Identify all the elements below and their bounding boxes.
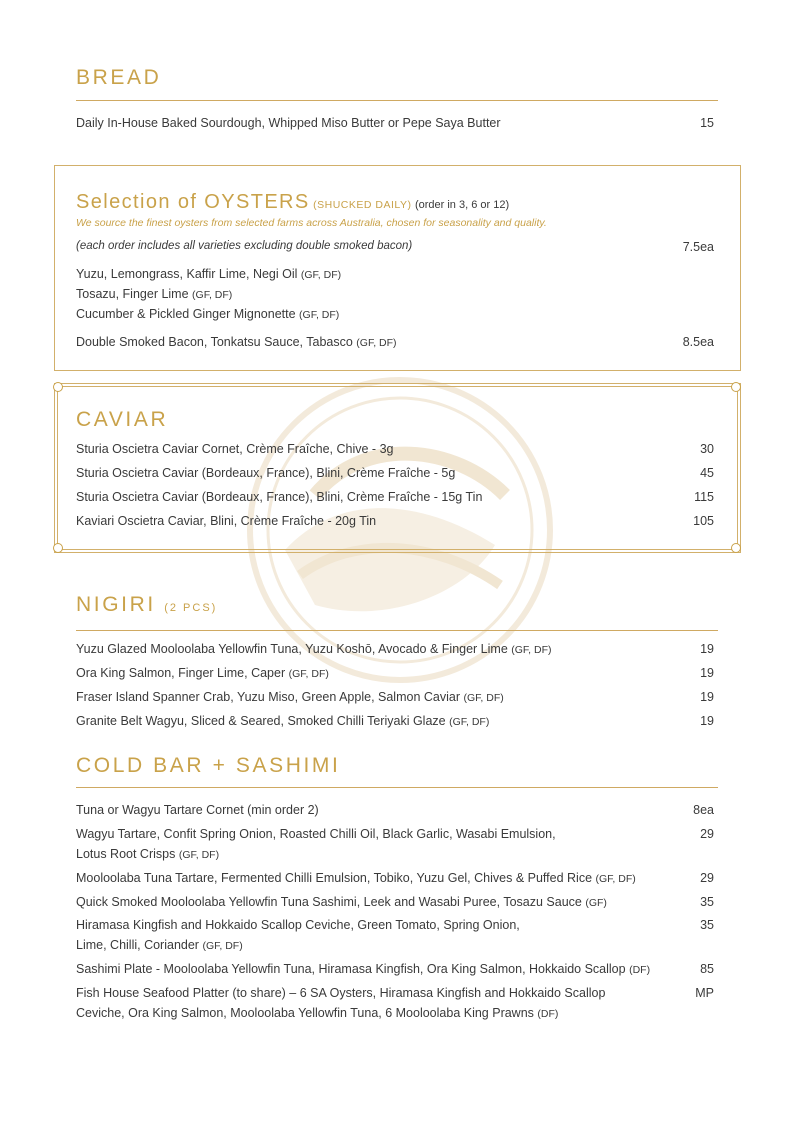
item-price: 8ea [693,803,714,817]
item-name: Kaviari Oscietra Caviar, Blini, Crème Fraîche - 20g Tin [76,514,377,528]
caviar-section [76,408,718,528]
diet-tag: (GF, DF) [356,337,397,349]
oysters-title [76,190,718,217]
diet-tag: (GF, DF) [192,289,233,301]
item-price: 19 [700,666,714,680]
oysters-section [76,190,718,349]
item-name: Fraser Island Spanner Crab, Yuzu Miso, Green Apple, Salmon Caviar [76,690,460,704]
item-name: Double Smoked Bacon, Tonkatsu Sauce, Tabasco [76,335,353,349]
diet-tag: (GF) [585,897,607,909]
oysters-title-sub: (SHUCKED DAILY) [313,199,412,211]
item-price: 8.5ea [682,335,714,349]
dressing-name: Cucumber & Pickled Ginger Mignonette [76,307,296,321]
item-name: Daily In-House Baked Sourdough, Whipped Miso Butter or Pepe Saya Butter [76,116,501,130]
item-name: Hiramasa Kingfish and Hokkaido Scallop Ceviche, Green Tomato, Spring Onion, [76,918,520,932]
diet-tag: (GF, DF) [300,269,342,281]
item-name: Wagyu Tartare, Confit Spring Onion, Roasted Chilli Oil, Black Garlic, Wasabi Emulsion, [76,827,556,841]
item-price: MP [695,986,714,1000]
ornament-corner-icon [53,543,63,553]
item-price: 35 [700,918,714,932]
item-price: 35 [700,895,714,909]
divider [76,787,718,788]
item-price: 15 [700,116,714,130]
item-price: 19 [700,714,714,728]
diet-tag: (GF, DF) [449,716,490,728]
dressing-name: Tosazu, Finger Lime [76,287,189,301]
oysters-title-order: (order in 3, 6 or 12) [414,199,510,211]
item-name: Sashimi Plate - Mooloolaba Yellowfin Tuna, Hiramasa Kingfish, Ora King Salmon, Hokkaido Scallop [76,962,626,976]
item-name: Fish House Seafood Platter (to share) – 6 SA Oysters, Hiramasa Kingfish and Hokkaido Scallop [76,986,606,1000]
dressing-name: Yuzu, Lemongrass, Kaffir Lime, Negi Oil [76,267,298,281]
coldbar-section [76,754,718,1020]
divider [76,630,718,631]
item-name-cont: Ceviche, Ora King Salmon, Mooloolaba Yellowfin Tuna, 6 Mooloolaba King Prawns [76,1006,534,1020]
oysters-note-price: 7.5ea [682,240,714,254]
item-price: 105 [693,514,714,528]
item-name-cont: Lotus Root Crisps [76,847,176,861]
item-price: 85 [700,962,714,976]
item-name: Sturia Oscietra Caviar (Bordeaux, France), Blini, Crème Fraîche - 15g Tin [76,490,483,504]
ornament-corner-icon [731,543,741,553]
item-name: Yuzu Glazed Mooloolaba Yellowfin Tuna, Yuzu Koshō, Avocado & Finger Lime [76,642,508,656]
item-name-cont: Lime, Chilli, Coriander [76,938,199,952]
diet-tag: (GF, DF) [595,873,636,885]
bread-title: BREAD [76,66,162,89]
item-price: 19 [700,642,714,656]
item-name: Mooloolaba Tuna Tartare, Fermented Chilli Emulsion, Tobiko, Yuzu Gel, Chives & Puffed Rice [76,871,593,885]
item-price: 115 [694,490,714,504]
item-name: Ora King Salmon, Finger Lime, Caper [76,666,286,680]
item-price: 29 [700,827,714,841]
diet-tag: (GF, DF) [288,668,329,680]
nigiri-title-main: NIGIRI [76,593,156,616]
item-price: 30 [700,442,714,456]
coldbar-title: COLD BAR + SASHIMI [76,754,341,777]
caviar-title: CAVIAR [76,408,169,431]
item-price: 45 [700,466,714,480]
nigiri-title [76,593,718,620]
oysters-title-main: Selection of OYSTERS [76,191,310,213]
divider [76,100,718,101]
diet-tag: (GF, DF) [511,644,552,656]
item-name: Tuna or Wagyu Tartare Cornet (min order 2) [76,803,319,817]
nigiri-section [76,593,718,728]
oysters-tagline: We source the finest oysters from selected farms across Australia, chosen for seasonality and quality. [76,217,547,229]
diet-tag: (DF) [537,1008,559,1020]
diet-tag: (GF, DF) [299,309,340,321]
oysters-note: (each order includes all varieties excluding double smoked bacon) [76,240,413,252]
item-name: Granite Belt Wagyu, Sliced & Seared, Smoked Chilli Teriyaki Glaze [76,714,446,728]
item-name: Quick Smoked Mooloolaba Yellowfin Tuna Sashimi, Leek and Wasabi Puree, Tosazu Sauce [76,895,582,909]
item-price: 19 [700,690,714,704]
bread-section [76,66,718,130]
diet-tag: (GF, DF) [178,849,220,861]
item-name: Sturia Oscietra Caviar (Bordeaux, France), Blini, Crème Fraîche - 5g [76,466,456,480]
diet-tag: (GF, DF) [202,940,243,952]
ornament-corner-icon [731,382,741,392]
nigiri-title-sub: (2 PCS) [164,602,218,614]
diet-tag: (GF, DF) [463,692,504,704]
ornament-corner-icon [53,382,63,392]
item-price: 29 [700,871,714,885]
diet-tag: (DF) [629,964,651,976]
item-name: Sturia Oscietra Caviar Cornet, Crème Fraîche, Chive - 3g [76,442,394,456]
